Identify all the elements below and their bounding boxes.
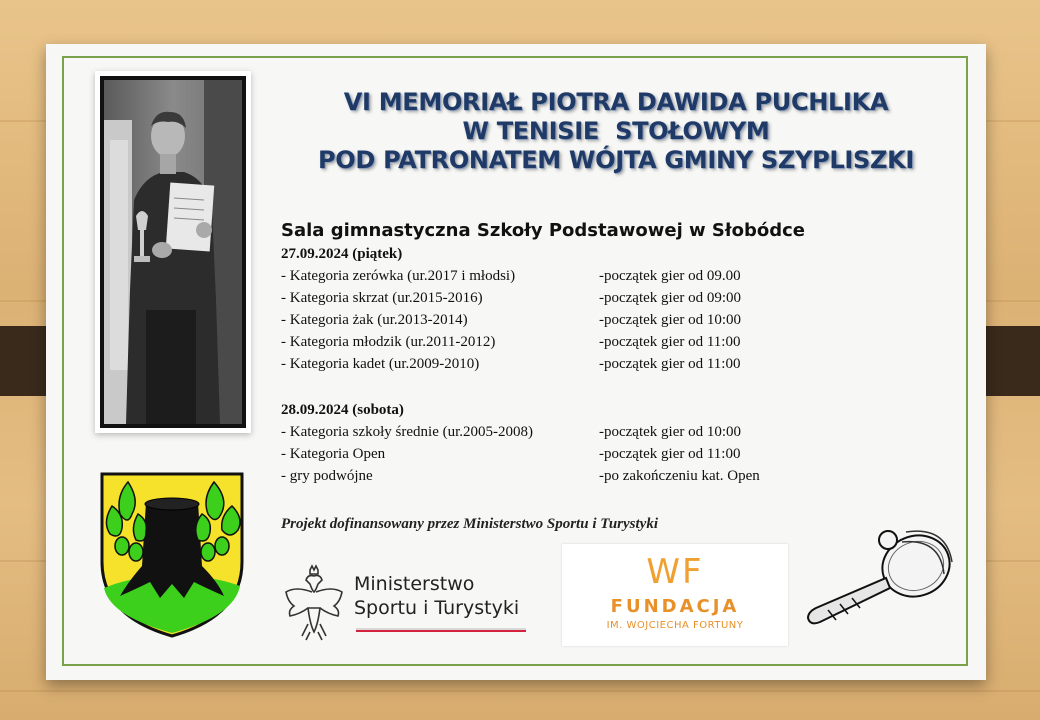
white-eagle-icon <box>282 562 346 642</box>
venue-heading: Sala gimnastyczna Szkoły Podstawowej w Słobódce <box>281 220 805 241</box>
gmina-crest-icon <box>98 470 246 645</box>
project-note: Projekt dofinansowany przez Ministerstwo Sportu i Turystyki <box>281 516 659 532</box>
row-time: -początek gier od 11:00 <box>599 356 741 372</box>
title-line-1: VI MEMORIAŁ PIOTRA DAWIDA PUCHLIKA <box>343 88 889 116</box>
row-time: -początek gier od 10:00 <box>599 424 742 440</box>
row-category: - Kategoria skrzat (ur.2015-2016) <box>281 290 483 306</box>
row-time: -po zakończeniu kat. Open <box>599 468 760 484</box>
ping-pong-paddle-icon <box>806 522 956 637</box>
foundation-name: FUNDACJA <box>610 596 740 617</box>
title-line-3: POD PATRONATEM WÓJTA GMINY SZYPLISZKI <box>318 146 914 174</box>
memorial-photo <box>100 76 246 428</box>
row-category: - Kategoria młodzik (ur.2011-2012) <box>281 334 496 350</box>
day2-date: 28.09.2024 (sobota) <box>281 402 404 418</box>
row-category: - Kategoria szkoły średnie (ur.2005-2008) <box>281 424 534 440</box>
row-time: -początek gier od 09:00 <box>599 290 742 306</box>
row-time: -początek gier od 11:00 <box>599 334 741 350</box>
ministry-line-2: Sportu i Turystyki <box>354 597 520 619</box>
title-line-2: W TENISIE STOŁOWYM <box>462 117 770 145</box>
row-category: - Kategoria żak (ur.2013-2014) <box>281 312 468 328</box>
row-time: -początek gier od 10:00 <box>599 312 742 328</box>
poster-card <box>46 44 986 680</box>
title-block <box>256 88 976 175</box>
row-time: -początek gier od 09.00 <box>599 268 741 284</box>
row-category: - Kategoria kadet (ur.2009-2010) <box>281 356 480 372</box>
foundation-logo <box>562 544 788 646</box>
row-time: -początek gier od 11:00 <box>599 446 741 462</box>
row-category: - Kategoria Open <box>281 446 386 462</box>
day1-date: 27.09.2024 (piątek) <box>281 246 403 262</box>
foundation-mark: WF <box>646 552 704 592</box>
ministry-line-1: Ministerstwo <box>354 573 475 595</box>
ministry-logo <box>282 562 532 642</box>
ministry-name <box>354 572 519 620</box>
foundation-subtitle: IM. WOJCIECHA FORTUNY <box>606 620 744 631</box>
ministry-flag-bar <box>356 628 526 632</box>
row-category: - Kategoria zerówka (ur.2017 i młodsi) <box>281 268 516 284</box>
row-category: - gry podwójne <box>281 468 373 484</box>
